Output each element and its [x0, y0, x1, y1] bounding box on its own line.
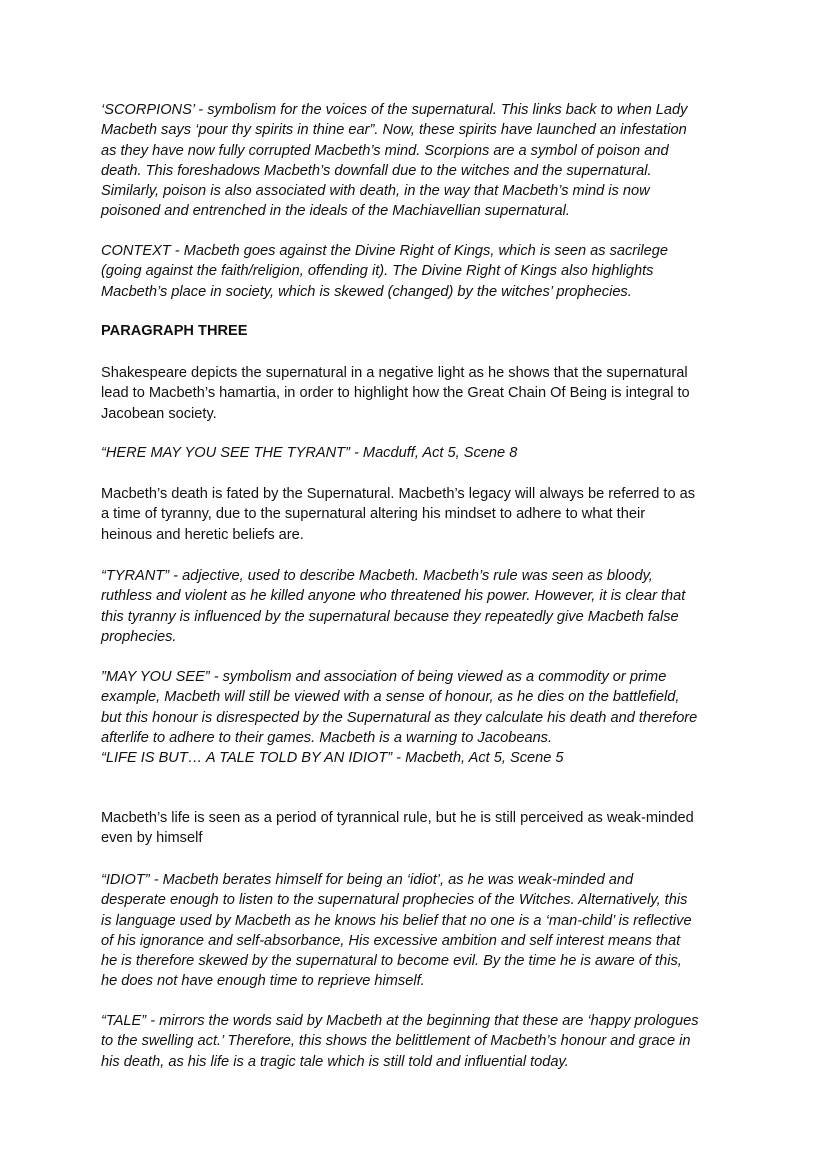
section-heading: PARAGRAPH THREE — [101, 323, 248, 339]
scorpions-analysis: ‘SCORPIONS’ - symbolism for the voices of the supernatural. This links back to when Lady Macbeth says ‘pour thy spirits in thine ear”. Now, these spirits have launched an infestation as they have now fully corrupted Macbeth’s mind. Scorpions are a symbol of poison and death. This foreshadows Macbeth’s downfall due to the witches and the supernatural. Similarly, poison is also associated with death, in the way that Macbeth’s mind is now poisoned and entrenched in the ideals of the Machiavellian supernatural. — [101, 102, 688, 220]
thesis-paragraph: Shakespeare depicts the supernatural in a negative light as he shows that the supernatural lead to Macbeth’s hamartia, in order to highlight how the Great Chain Of Being is integral to Jacobean society. — [101, 365, 690, 422]
quote-idiot: “LIFE IS BUT… A TALE TOLD BY AN IDIOT” - Macbeth, Act 5, Scene 5 — [101, 750, 564, 766]
may-you-see-analysis: ”MAY YOU SEE” - symbolism and association of being viewed as a commodity or prime example, Macbeth will still be viewed with a sense of honour, as he dies on the battlefield, but this honour is disrespected by the Supernatural as they calculate his death and therefore afterlife to adhere to their games. Macbeth is a warning to Jacobeans. — [101, 669, 698, 746]
context-paragraph: CONTEXT - Macbeth goes against the Divine Right of Kings, which is seen as sacrilege (going against the faith/religion, offending it). The Divine Right of Kings also highlights Macbeth’s place in society, which is skewed (changed) by the witches’ prophecies. — [101, 243, 668, 300]
death-paragraph: Macbeth’s death is fated by the Supernatural. Macbeth’s legacy will always be referred to as a time of tyranny, due to the supernatural altering his mindset to adhere to what their heinous and heretic beliefs are. — [101, 486, 696, 543]
tale-analysis: “TALE” - mirrors the words said by Macbeth at the beginning that these are ‘happy prologues to the swelling act.’ Therefore, this shows the belittlement of Macbeth’s honour and grace in his death, as his life is a tragic tale which is still told and influential today. — [101, 1013, 699, 1070]
idiot-analysis: “IDIOT” - Macbeth berates himself for being an ‘idiot’, as he was weak-minded and desperate enough to listen to the supernatural prophecies of the Witches. Alternatively, this is language used by Macbeth as he knows his belief that no one is a ‘man-child’ is reflective of his ignorance and self-absorbance, His excessive ambition and self interest means that he is therefore skewed by the supernatural to become evil. By the time he is aware of this, he does not have enough time to reprieve himself. — [101, 872, 692, 990]
tyrant-analysis: “TYRANT” - adjective, used to describe Macbeth. Macbeth’s rule was seen as bloody, ruthless and violent as he killed anyone who threatened his power. However, it is clear that this tyranny is influenced by the supernatural because they repeatedly give Macbeth false prophecies. — [101, 568, 686, 645]
life-paragraph: Macbeth’s life is seen as a period of tyrannical rule, but he is still perceived as weak-minded even by himself — [101, 810, 694, 847]
quote-tyrant: “HERE MAY YOU SEE THE TYRANT” - Macduff, Act 5, Scene 8 — [101, 445, 518, 461]
